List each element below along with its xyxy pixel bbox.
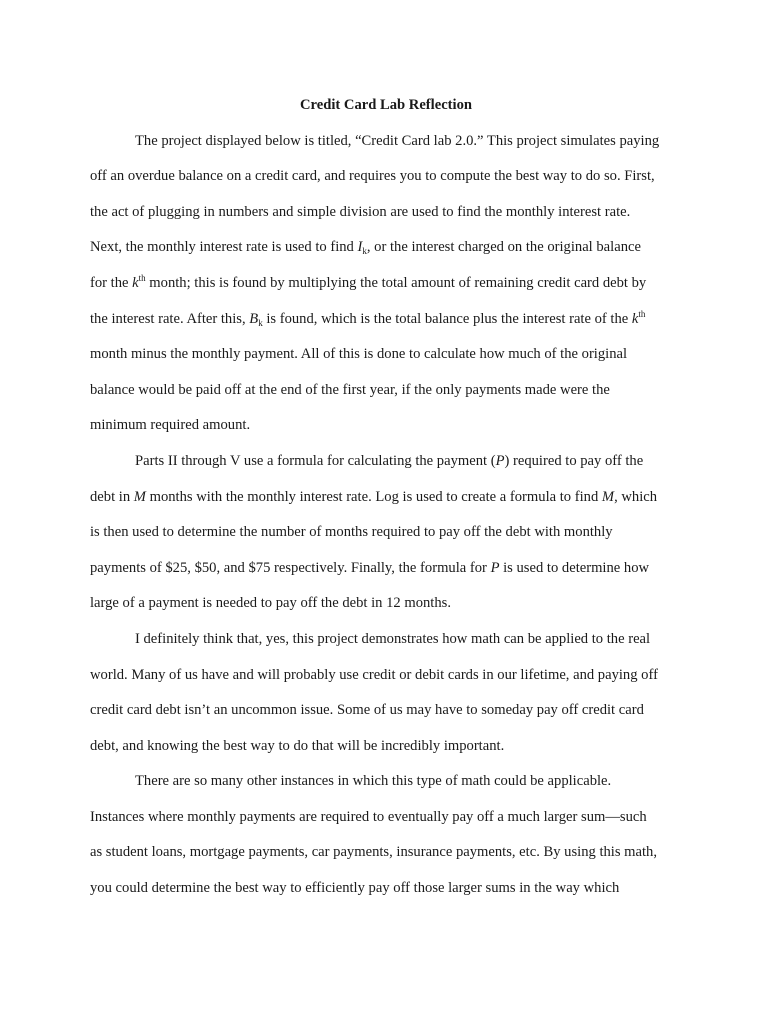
text-run: , which: [614, 488, 658, 505]
math-symbol: th: [638, 308, 646, 319]
text-run: Instances where monthly payments are required to eventually pay off a much larger sum—such: [90, 808, 647, 825]
text-run: minimum required amount.: [90, 417, 251, 434]
text-line: [90, 195, 682, 231]
text-run: month; this is found by multiplying the total amount of remaining credit card debt by: [145, 274, 647, 291]
text-run: is found, which is the total balance plus the interest rate of the: [262, 310, 632, 327]
text-run: world. Many of us have and will probably use credit or debit cards in our lifetime, and paying off: [90, 666, 658, 683]
text-line: [90, 515, 682, 551]
text-line: [90, 586, 682, 622]
text-run: , or the interest charged on the original balance: [366, 239, 641, 256]
text-run: the interest rate. After this,: [90, 310, 250, 327]
text-run: as student loans, mortgage payments, car payments, insurance payments, etc. By using this math,: [90, 844, 658, 861]
text-run: I definitely think that, yes, this project demonstrates how math can be applied to the real: [135, 630, 651, 647]
text-line: [90, 658, 682, 694]
text-run: off an overdue balance on a credit card, and requires you to compute the best way to do so. First,: [90, 168, 655, 185]
text-run: for the: [90, 274, 133, 291]
math-symbol: P: [490, 559, 500, 576]
document-page: [90, 88, 682, 907]
text-line: [90, 871, 682, 907]
text-line: [90, 480, 682, 516]
text-run: balance would be paid off at the end of the first year, if the only payments made were the: [90, 381, 610, 398]
text-run: Parts II through V use a formula for calculating the payment (: [135, 452, 496, 469]
text-line: [90, 408, 682, 444]
document-body: [90, 124, 682, 907]
text-line: [90, 373, 682, 409]
text-run: is then used to determine the number of months required to pay off the debt with monthly: [90, 524, 613, 541]
text-run: There are so many other instances in which this type of math could be applicable.: [135, 773, 612, 790]
text-run: the act of plugging in numbers and simple division are used to find the monthly interest rate.: [90, 203, 631, 220]
text-line: [90, 124, 682, 160]
document-title: Credit Card Lab Reflection: [300, 97, 472, 113]
text-line: [90, 800, 682, 836]
text-line: [90, 835, 682, 871]
text-run: ) required to pay off the: [504, 452, 644, 469]
text-run: is used to determine how: [499, 559, 650, 576]
paragraph-2: [90, 444, 682, 622]
text-line: [90, 266, 682, 302]
text-line: [90, 337, 682, 373]
math-symbol: k: [631, 310, 639, 327]
text-line: [90, 693, 682, 729]
text-line: [90, 230, 682, 266]
text-line: [90, 551, 682, 587]
math-symbol: th: [138, 272, 146, 283]
text-line: [90, 302, 682, 338]
text-line: [90, 159, 682, 195]
math-symbol: I: [357, 239, 363, 256]
text-run: The project displayed below is titled, “Credit Card lab 2.0.” This project simulates paying: [135, 132, 660, 149]
text-line: [90, 764, 682, 800]
math-symbol: k: [258, 317, 263, 328]
math-symbol: k: [362, 246, 367, 257]
paragraph-1: [90, 124, 682, 444]
math-symbol: P: [495, 452, 505, 469]
text-run: you could determine the best way to efficiently pay off those larger sums in the way which: [90, 880, 620, 897]
text-run: credit card debt isn’t an uncommon issue. Some of us may have to someday pay off credit card: [90, 702, 644, 719]
math-symbol: k: [132, 274, 139, 291]
text-line: [90, 729, 682, 765]
paragraph-3: [90, 622, 682, 764]
math-symbol: M: [601, 488, 615, 505]
text-line: [90, 622, 682, 658]
math-symbol: B: [249, 310, 259, 327]
text-run: debt in: [90, 488, 134, 505]
text-run: month minus the monthly payment. All of this is done to calculate how much of the original: [90, 346, 628, 363]
math-symbol: M: [133, 488, 146, 505]
text-run: Next, the monthly interest rate is used to find: [90, 239, 358, 256]
text-run: payments of $25, $50, and $75 respectively. Finally, the formula for: [90, 559, 491, 576]
paragraph-4: [90, 764, 682, 906]
text-run: large of a payment is needed to pay off the debt in 12 months.: [90, 595, 451, 612]
text-run: months with the monthly interest rate. Log is used to create a formula to find: [145, 488, 602, 505]
text-run: debt, and knowing the best way to do that will be incredibly important.: [90, 737, 505, 754]
text-line: [90, 444, 682, 480]
